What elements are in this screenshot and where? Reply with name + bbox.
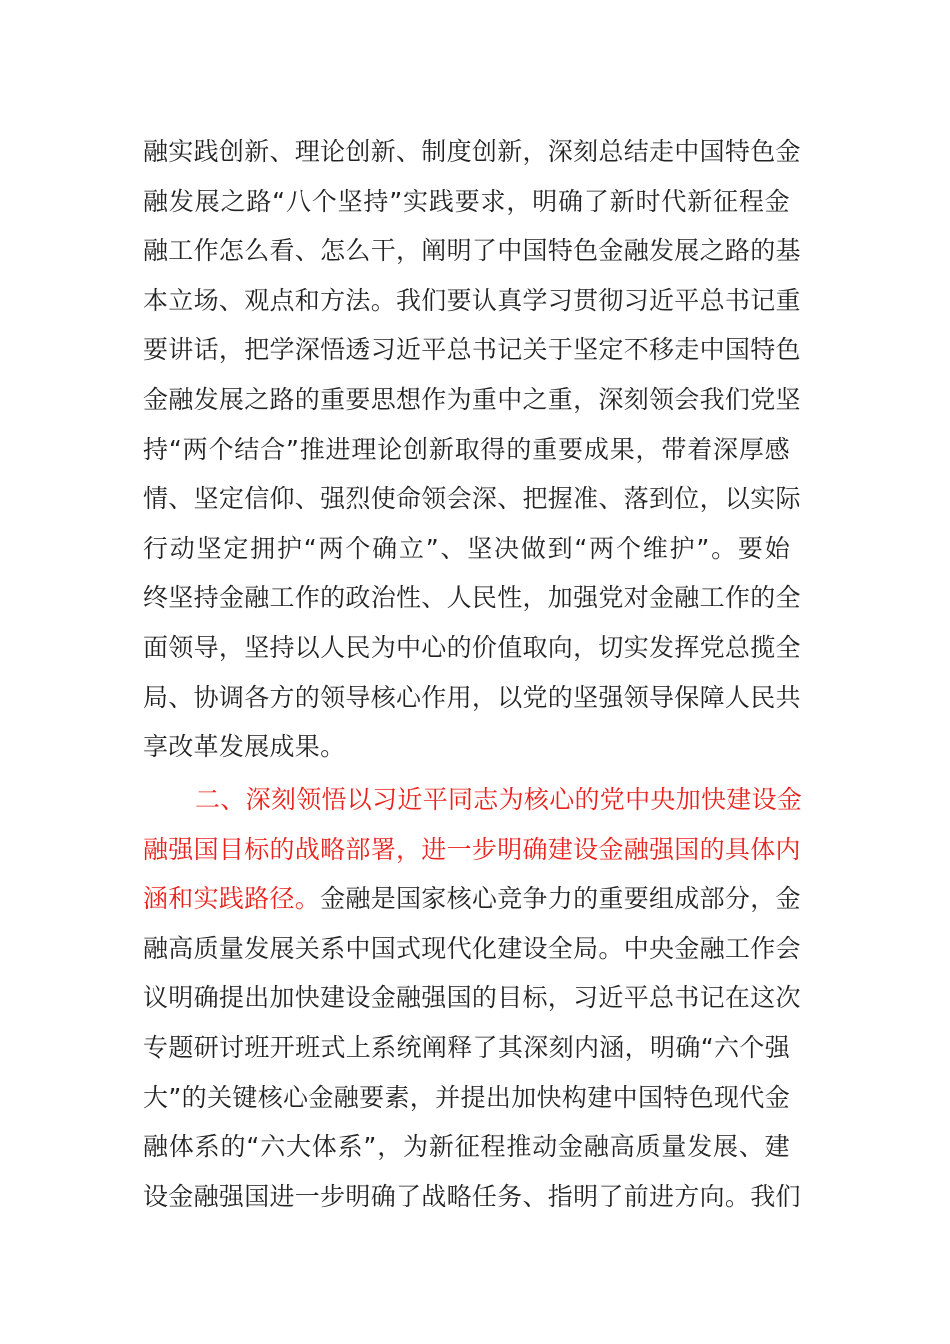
section-heading-line-3: 涵和实践路径。 [143,884,321,914]
section-heading-line-1: 二、深刻领悟以习近平同志为核心的党中央加快建设金 [195,785,803,814]
paragraph-1-line-8: 情、坚定信仰、强烈使命领会深、把握准、落到位，以实际 [143,484,801,514]
paragraph-2-line-3-body: 金融是国家核心竞争力的重要组成部分，金 [320,884,801,914]
paragraph-2 [143,775,803,1221]
paragraph-1-line-7: 持“两个结合”推进理论创新取得的重要成果，带着深厚感 [143,434,790,464]
paragraph-1 [143,127,801,772]
paragraph-2-line-3 [143,874,801,924]
paragraph-1-line-9: 行动坚定拥护“两个确立”、坚决做到“两个维护”。要始 [143,533,790,563]
paragraph-1-line-4: 本立场、观点和方法。我们要认真学习贯彻习近平总书记重 [143,285,801,315]
paragraph-2-line-5: 议明确提出加快建设金融强国的目标，习近平总书记在这次 [143,983,801,1013]
paragraph-1-line-5: 要讲话，把学深悟透习近平总书记关于坚定不移走中国特色 [143,335,801,365]
paragraph-2-line-8: 融体系的“六大体系”，为新征程推动金融高质量发展、建 [143,1132,790,1162]
paragraph-1-line-1: 融实践创新、理论创新、制度创新，深刻总结走中国特色金 [143,137,801,166]
paragraph-1-line-6: 金融发展之路的重要思想作为重中之重，深刻领会我们党坚 [143,384,801,414]
paragraph-1-line-13: 享改革发展成果。 [143,732,346,762]
paragraph-2-line-4: 融高质量发展关系中国式现代化建设全局。中央金融工作会 [143,933,801,963]
paragraph-1-line-10: 终坚持金融工作的政治性、人民性，加强党对金融工作的全 [143,583,801,613]
paragraph-1-line-2: 融发展之路“八个坚持”实践要求，明确了新时代新征程金 [143,186,790,216]
paragraph-1-line-12: 局、协调各方的领导核心作用，以党的坚强领导保障人民共 [143,682,801,712]
paragraph-1-line-11: 面领导，坚持以人民为中心的价值取向，切实发挥党总揽全 [143,632,801,662]
paragraph-2-line-6: 专题研讨班开班式上系统阐释了其深刻内涵，明确“六个强 [143,1032,790,1062]
section-heading-line-2: 融强国目标的战略部署，进一步明确建设金融强国的具体内 [143,834,801,864]
paragraph-2-line-7: 大”的关键核心金融要素，并提出加快构建中国特色现代金 [143,1082,790,1112]
paragraph-1-line-3: 融工作怎么看、怎么干，阐明了中国特色金融发展之路的基 [143,236,801,266]
paragraph-2-line-9: 设金融强国进一步明确了战略任务、指明了前进方向。我们 [143,1181,801,1211]
